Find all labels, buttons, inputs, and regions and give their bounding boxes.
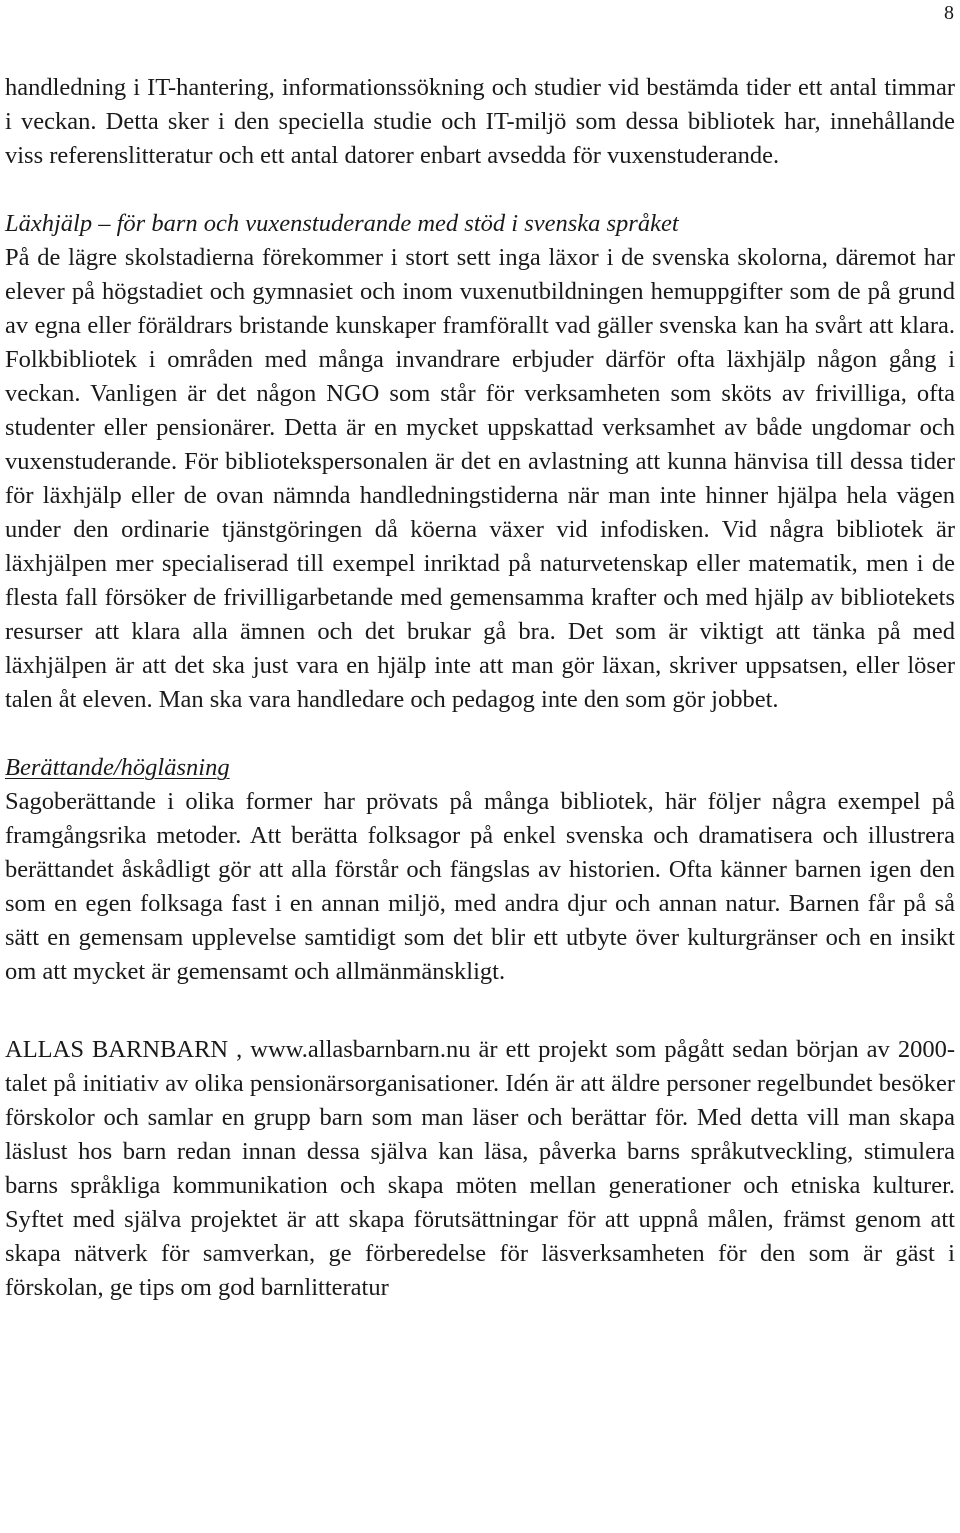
paragraph-gap: [5, 989, 955, 1033]
paragraph-intro: handledning i IT-hantering, informationssökning och studier vid bestämda tider ett antal timmar i veckan. Detta sker i den speciella studie och IT-miljö som dessa bibliotek har, innehållande viss referenslitteratur och ett antal datorer enbart avsedda för vuxenstuderande.: [5, 74, 955, 169]
paragraph-allas-barnbarn: ALLAS BARNBARN , www.allasbarnbarn.nu är ett projekt som pågått sedan början av 2000-talet på initiativ av olika pensionärsorganisationer. Idén är att äldre personer regelbundet besöker förskolor och samlar en grupp barn som man läser och berättar för. Med detta vill man skapa läslust hos barn redan innan dessa själva kan läsa, påverka barns språkutveckling, stimulera barns språkliga kommunikation och skapa möten mellan generationer och etniska kulturer. Syftet med själva projektet är att skapa förutsättningar för att uppnå målen, främst genom att skapa nätverk för samverkan, ge förberedelse för läsverksamheten för den som är gäst i förskolan, ge tips om god barnlitteratur: [5, 1036, 955, 1301]
paragraph-berattande: Sagoberättande i olika former har prövats på många bibliotek, här följer några exempel på framgångsrika metoder. Att berätta folksagor på enkel svenska och dramatisera och illustrera berättandet åskådligt gör att alla förstår och fängslas av historien. Ofta känner barnen igen den som en egen folksaga fast i en annan miljö, med andra djur och annan natur. Barnen får på så sätt en gemensam upplevelse samtidigt som det blir ett utbyte över kulturgränser och en insikt om att mycket är gemensamt och allmänmänskligt.: [5, 788, 955, 985]
paragraph-gap: [5, 717, 955, 751]
page-number: 8: [944, 2, 954, 24]
document-body: [5, 71, 955, 1305]
paragraph-gap: [5, 173, 955, 207]
paragraph-laxhjalp: På de lägre skolstadierna förekommer i stort sett inga läxor i de svenska skolorna, däremot har elever på högstadiet och gymnasiet och inom vuxenutbildningen hemuppgifter som de på grund av egna eller föräldrars bristande kunskaper framförallt vad gäller svenska kan ha svårt att klara. Folkbibliotek i områden med många invandrare erbjuder därför ofta läxhjälp någon gång i veckan. Vanligen är det någon NGO som står för verksamheten som sköts av frivilliga, ofta studenter eller pensionärer. Detta är en mycket uppskattad verksamhet av både ungdomar och vuxenstuderande. För bibliotekspersonalen är det en avlastning att kunna hänvisa till dessa tider för läxhjälp eller de ovan nämnda handledningstiderna när man inte hinner hjälpa hela vägen under den ordinarie tjänstgöringen då köerna växer vid infodisken. Vid några bibliotek är läxhjälpen mer specialiserad till exempel inriktad på naturvetenskap eller matematik, men i de flesta fall försöker de frivilligarbetande med gemensamma krafter och med hjälp av bibliotekets resurser att klara alla ämnen och det brukar gå bra. Det som är viktigt att tänka på med läxhjälpen är att det ska just vara en hjälp inte att man gör läxan, skriver uppsatsen, eller löser talen åt eleven. Man ska vara handledare och pedagog inte den som gör jobbet.: [5, 244, 955, 713]
section-heading-berattande: Berättande/högläsning: [5, 754, 230, 781]
section-heading-laxhjalp: Läxhjälp – för barn och vuxenstuderande med stöd i svenska språket: [5, 210, 679, 237]
